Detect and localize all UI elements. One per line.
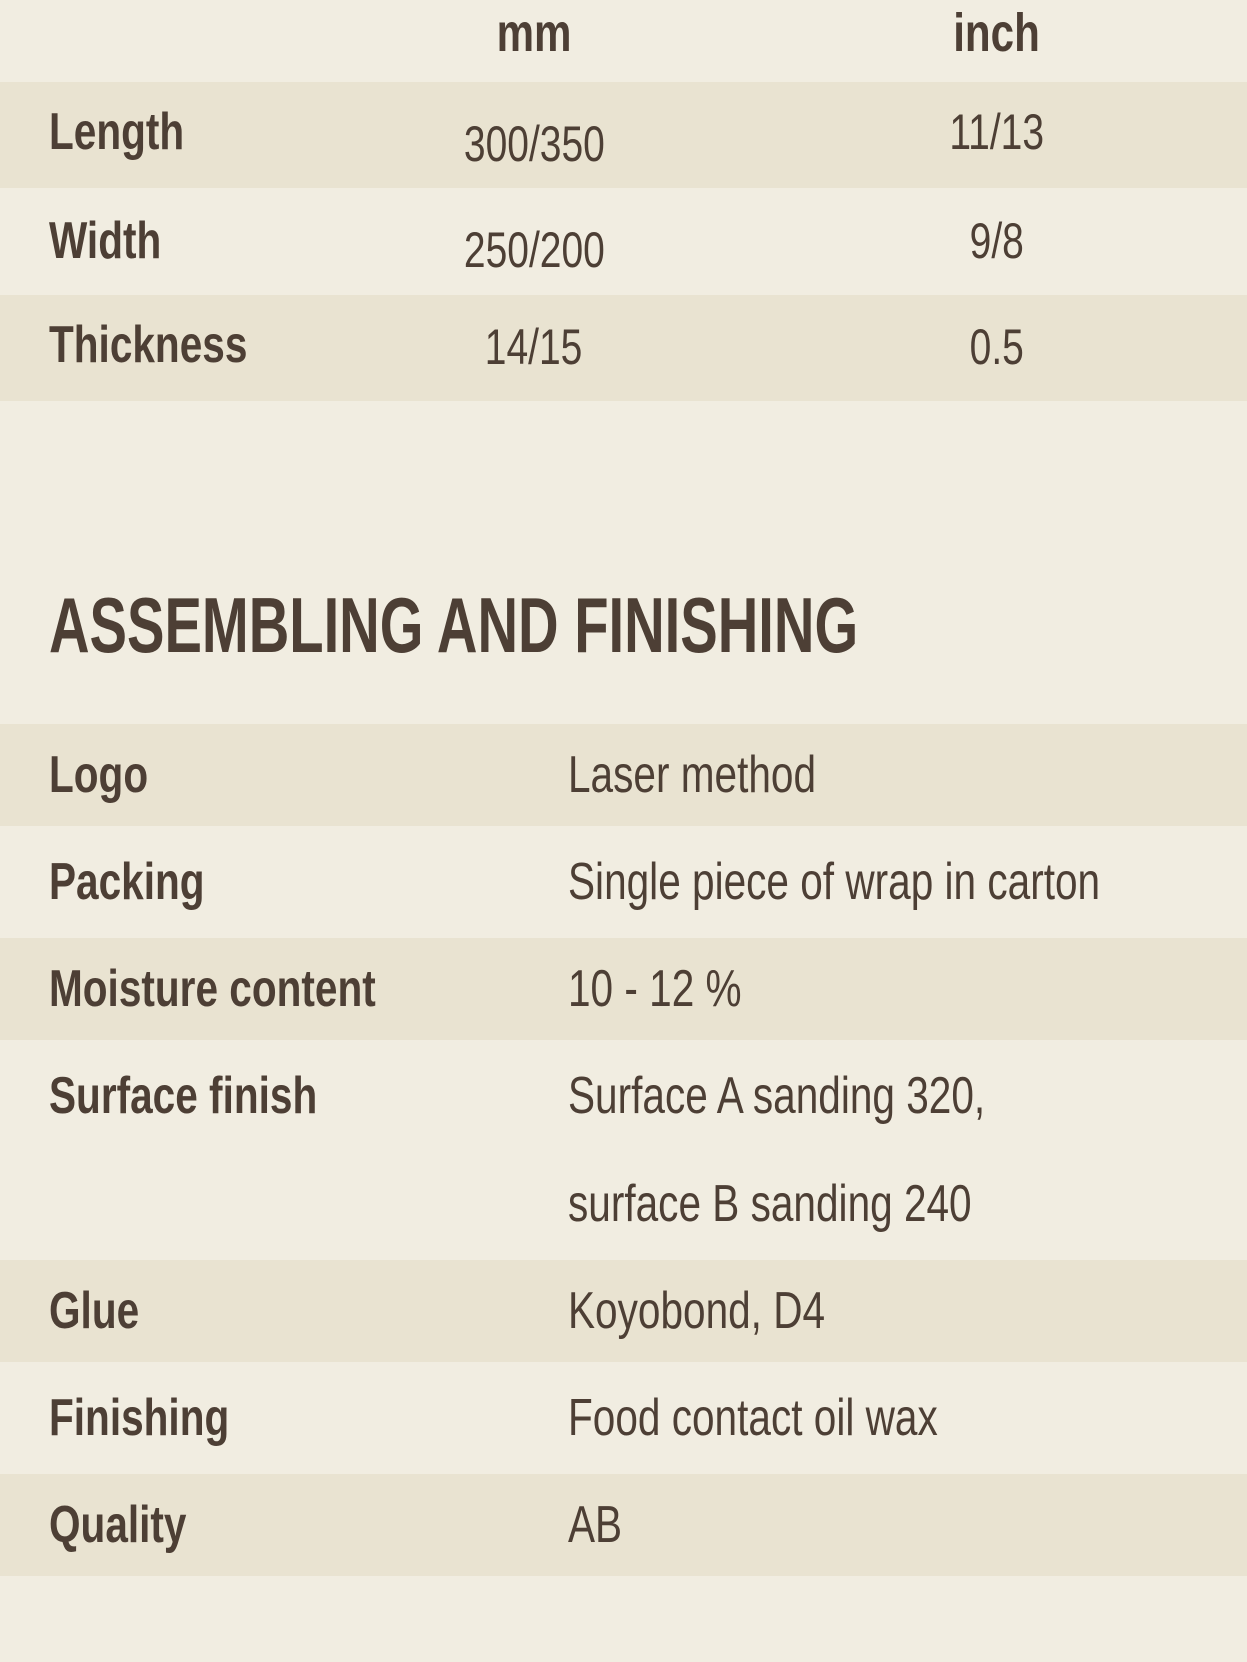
spec-value xyxy=(568,724,886,826)
dimension-label xyxy=(49,82,222,188)
dimension-row-length xyxy=(0,82,1247,188)
spec-row-glue xyxy=(0,1260,1247,1362)
spec-label xyxy=(49,1474,225,1576)
dimension-mm-text: 14/15 xyxy=(485,319,583,375)
spec-label xyxy=(49,826,248,938)
column-header-mm xyxy=(384,0,684,66)
dimensions-header xyxy=(0,0,1247,82)
spec-value-text: surface B sanding 240 xyxy=(568,1175,972,1233)
spec-value xyxy=(568,1362,1042,1474)
spec-value xyxy=(568,1040,1103,1152)
spec-value-text: Koyobond, D4 xyxy=(568,1282,826,1340)
dimension-label-text: Length xyxy=(49,103,185,161)
spec-value-text: Laser method xyxy=(568,746,817,804)
spec-row-quality xyxy=(0,1474,1247,1576)
dimension-label xyxy=(49,188,193,295)
spec-row-finishing xyxy=(0,1362,1247,1474)
dimension-mm-text: 250/200 xyxy=(463,222,605,278)
dimension-label-text: Thickness xyxy=(49,316,248,374)
spec-label-text: Surface finish xyxy=(49,1067,318,1125)
spec-label xyxy=(49,938,468,1040)
spec-value-line-2 xyxy=(568,1148,1085,1260)
dimension-row-thickness xyxy=(0,295,1247,401)
column-header-inch xyxy=(847,0,1147,66)
dimension-mm-value xyxy=(384,188,684,295)
spec-label xyxy=(49,1260,165,1362)
column-header-inch-text: inch xyxy=(953,3,1041,63)
spec-value xyxy=(568,826,1247,938)
dimension-inch-value xyxy=(847,188,1147,295)
column-header-mm-text: mm xyxy=(496,3,572,63)
section-title-text: ASSEMBLING AND FINISHING xyxy=(49,581,859,669)
spec-label xyxy=(49,1040,393,1152)
dimension-label xyxy=(49,295,303,401)
spec-row-moisture xyxy=(0,938,1247,1040)
spec-value-text: 10 - 12 % xyxy=(568,960,742,1018)
spec-label-text: Finishing xyxy=(49,1389,230,1447)
spec-row-logo xyxy=(0,724,1247,826)
spec-value-text: Surface A sanding 320, xyxy=(568,1067,986,1125)
dimension-inch-text: 0.5 xyxy=(969,319,1025,375)
dimension-inch-value xyxy=(847,82,1147,188)
dimension-inch-text: 9/8 xyxy=(969,213,1025,269)
dimension-label-text: Width xyxy=(49,212,162,270)
spec-label xyxy=(49,724,176,826)
dimension-inch-value xyxy=(847,295,1147,401)
spec-row-packing xyxy=(0,826,1247,938)
spec-value-text: Single piece of wrap in carton xyxy=(568,853,1101,911)
dimension-row-width xyxy=(0,188,1247,295)
dimension-mm-value xyxy=(384,82,684,188)
dimension-mm-value xyxy=(384,295,684,401)
spec-label-text: Moisture content xyxy=(49,960,376,1018)
spec-label-text: Quality xyxy=(49,1496,187,1554)
spec-row-surface-finish xyxy=(0,1040,1247,1260)
spec-value xyxy=(568,1474,637,1576)
dimension-inch-text: 11/13 xyxy=(949,104,1045,160)
section-title xyxy=(49,580,1173,670)
spec-value xyxy=(568,938,791,1040)
spec-label-text: Logo xyxy=(49,746,149,804)
spec-label-text: Packing xyxy=(49,853,205,911)
spec-value-text: AB xyxy=(568,1496,623,1554)
dimension-mm-text: 300/350 xyxy=(463,116,605,172)
spec-value-text: Food contact oil wax xyxy=(568,1389,938,1447)
spec-label xyxy=(49,1362,280,1474)
spec-label-text: Glue xyxy=(49,1282,140,1340)
spec-value xyxy=(568,1260,898,1362)
